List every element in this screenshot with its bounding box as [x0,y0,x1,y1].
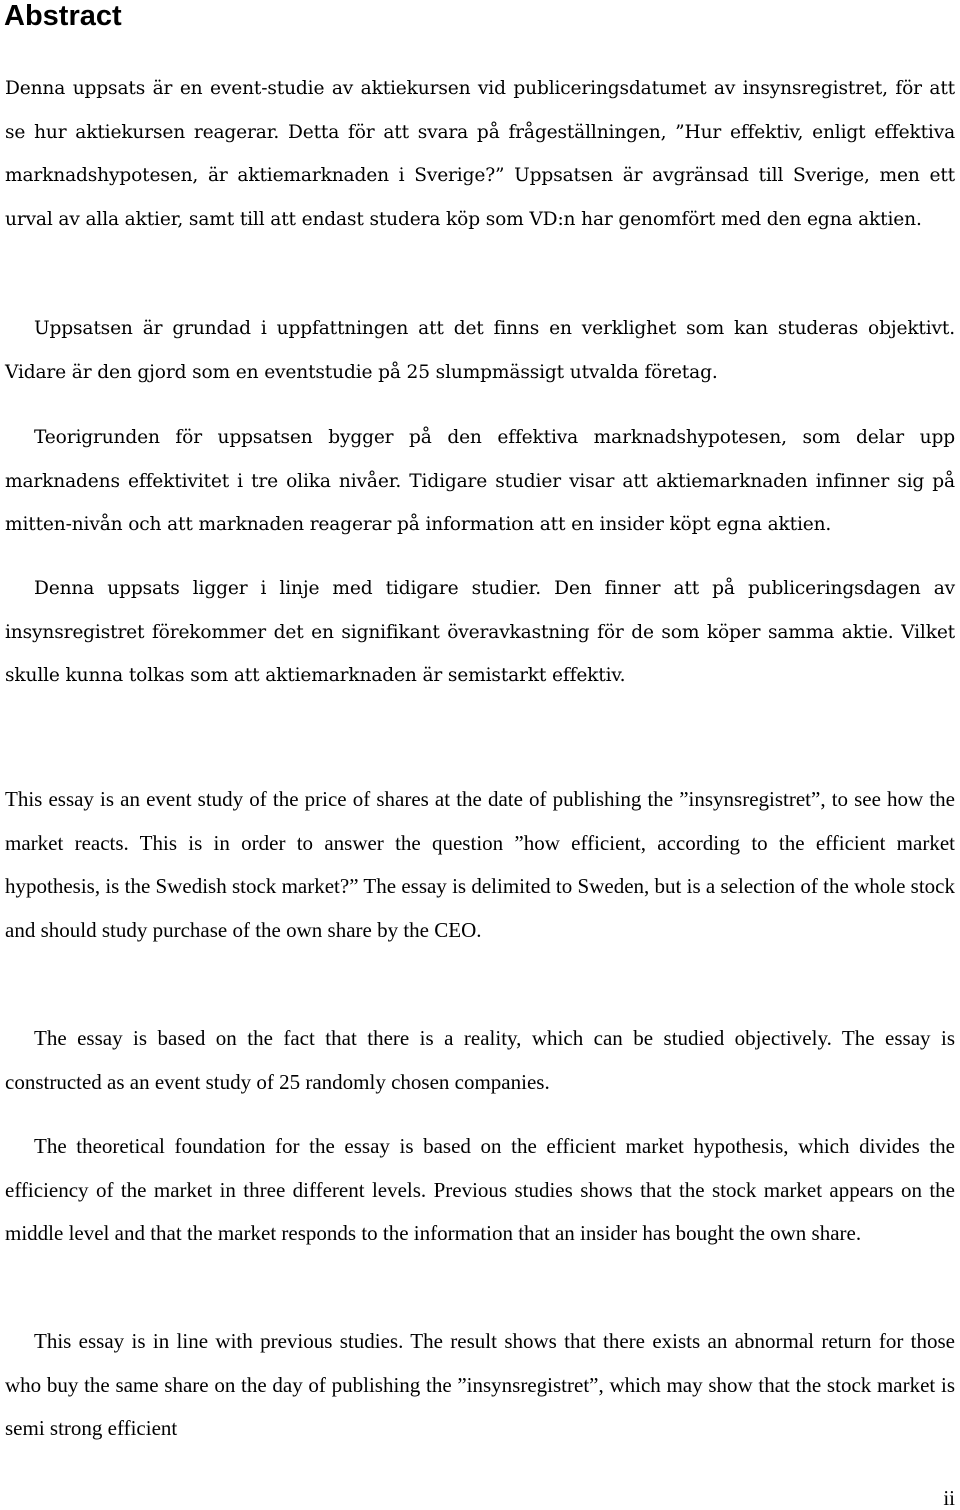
swedish-paragraph-4: Denna uppsats ligger i linje med tidigare studier. Den finner att på publiceringsdagen av insynsregistret förekommer det en signifikant överavkastning för de som köper samma aktie. Vilket skulle kunna tolkas som att aktiemarknaden är semistarkt effektiv. [5,578,955,686]
english-paragraph-2: The essay is based on the fact that there is a reality, which can be studied objectively. The essay is constructed as an event study of 25 randomly chosen companies. [5,1026,955,1094]
page-number: ii [943,1486,955,1510]
english-paragraph-4: This essay is in line with previous studies. The result shows that there exists an abnormal return for those who buy the same share on the day of publishing the ”insynsregistret”, which may show that the stock market is semi strong efficient [5,1329,955,1440]
english-paragraph-1: This essay is an event study of the price of shares at the date of publishing the ”insynsregistret”, to see how the market reacts. This is in order to answer the question ”how efficient, according to the efficient market hypothesis, is the Swedish stock market?” The essay is delimited to Sweden, but is a selection of the whole stock and should study purchase of the own share by the CEO. [5,787,955,942]
swedish-paragraph-3: Teorigrunden för uppsatsen bygger på den effektiva marknadshypotesen, som delar upp marknadens effektivitet i tre olika nivåer. Tidigare studier visar att aktiemarknaden infinner sig på mitten-nivån och att marknaden reagerar på information att en insider köpt egna aktien. [5,427,955,535]
abstract-heading: Abstract [4,0,122,32]
english-paragraph-3: The theoretical foundation for the essay is based on the efficient market hypothesis, which divides the efficiency of the market in three different levels. Previous studies shows that the stock market appears on the middle level and that the market responds to the information that an insider has bought the own share. [5,1134,955,1245]
swedish-paragraph-1: Denna uppsats är en event-studie av aktiekursen vid publiceringsdatumet av insynsregistret, för att se hur aktiekursen reagerar. Detta för att svara på frågeställningen, ”Hur effektiv, enligt effektiva marknadshypotesen, är aktiemarknaden i Sverige?” Uppsatsen är avgränsad till Sverige, men ett urval av alla aktier, samt till att endast studera köp som VD:n har genomfört med den egna aktien. [5,78,955,230]
swedish-paragraph-2: Uppsatsen är grundad i uppfattningen att det finns en verklighet som kan studeras objektivt. Vidare är den gjord som en eventstudie på 25 slumpmässigt utvalda företag. [5,318,955,383]
